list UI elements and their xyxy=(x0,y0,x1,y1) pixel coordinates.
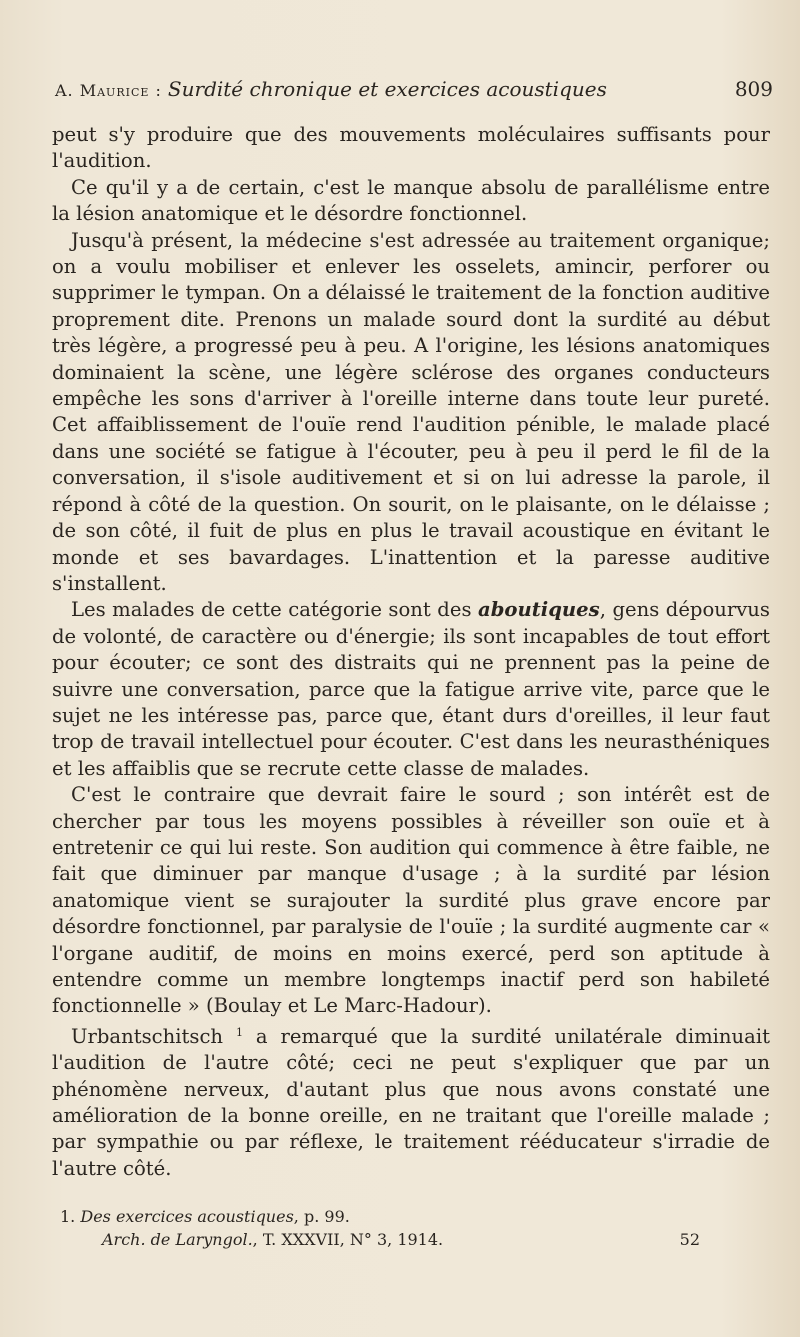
footnote-1 xyxy=(60,1205,700,1228)
header-author: A. Maurice : xyxy=(55,81,162,100)
journal-volume: , T. XXXVII, N° 3, 1914. xyxy=(252,1230,444,1249)
paragraph-urbantschitsch xyxy=(52,1020,770,1182)
paragraph-text: , gens dépourvus de volonté, de caractère ou d'énergie; ils sont incapables de tout effort pour écouter; ce sont des distraits qui ne prennent pas la peine de suivre une conversation, parce que la fatigue arrive vite, parce que le sujet ne les intéresse pas, parce que, étant durs d'oreilles, il leur faut trop de travail intellectuel pour écouter. C'est dans les neurasthéniques et les affaiblis que se recrute cette classe de malades. xyxy=(52,598,770,780)
footnote-ref: 1 xyxy=(235,1025,243,1039)
footnote-title: Des exercices acoustiques xyxy=(80,1207,294,1226)
printer-signature: 52 xyxy=(679,1230,700,1249)
journal-line xyxy=(60,1228,700,1251)
paragraph: C'est le contraire que devrait faire le sourd ; son intérêt est de chercher par tous les moyens possibles à réveiller son ouïe et à entretenir ce qui lui reste. Son audition qui commence à être faible, ne fait que diminuer par manque d'usage ; à la surdité par lésion anatomique vient se surajouter la surdité plus grave encore par désordre fonctionnel, par paralysie de l'ouïe ; la surdité augmente car « l'organe auditif, de moins en moins exercé, perd son aptitude à entendre comme un membre longtemps inactif perd son habileté fonctionnelle » (Boulay et Le Marc-Hadour). xyxy=(52,783,770,1018)
footnote-number: 1. xyxy=(60,1207,76,1226)
body-text xyxy=(52,122,770,1182)
footnote-rest: , p. 99. xyxy=(293,1207,350,1226)
cited-author: Urbantschitsch xyxy=(71,1024,224,1048)
running-header xyxy=(55,77,773,101)
header-title: Surdité chronique et exercices acoustiques xyxy=(167,77,607,101)
emphasis-term: aboutiques xyxy=(478,598,600,622)
paragraph: Ce qu'il y a de certain, c'est le manque absolu de parallélisme entre la lésion anatomique et le désordre fonctionnel. xyxy=(52,175,770,226)
footnotes xyxy=(60,1205,700,1251)
paragraph-aboutiques xyxy=(52,597,770,782)
header-left xyxy=(55,77,607,101)
paragraph-text: a remarqué que la surdité unilatérale diminuait l'audition de l'autre côté; ceci ne peut s'expliquer que par un phénomène nerveux, d'autant plus que nous avons constaté une amélioration de la bonne oreille, en ne traitant que l'oreille malade ; par sympathie ou par réflexe, le traitement rééducateur s'irradie de l'autre côté. xyxy=(52,1024,770,1180)
journal-citation xyxy=(102,1228,443,1251)
paragraph: Jusqu'à présent, la médecine s'est adressée au traitement organique; on a voulu mobiliser et enlever les osselets, amincir, perforer ou supprimer le tympan. On a délaissé le traitement de la fonction auditive proprement dite. Prenons un malade sourd dont la surdité au début très légère, a progressé peu à peu. A l'origine, les lésions anatomiques dominaient la scène, une légère sclérose des organes conducteurs empêche les sons d'arriver à l'oreille interne dans toute leur pureté. Cet affaiblissement de l'ouïe rend l'audition pénible, le malade placé dans une société se fatigue à l'écouter, peu à peu il perd le fil de la conversation, il s'isole auditivement et si on lui adresse la parole, il répond à côté de la question. On sourit, on le plaisante, on le délaisse ; de son côté, il fuit de plus en plus le travail acoustique en évitant le monde et ses bavardages. L'inattention et la paresse auditive s'installent. xyxy=(52,228,770,595)
journal-name: Arch. de Laryngol. xyxy=(102,1230,253,1249)
paragraph-text: Les malades de cette catégorie sont des xyxy=(71,598,479,622)
page-number: 809 xyxy=(734,77,773,101)
paragraph: peut s'y produire que des mouvements moléculaires suffisants pour l'audition. xyxy=(52,123,770,173)
